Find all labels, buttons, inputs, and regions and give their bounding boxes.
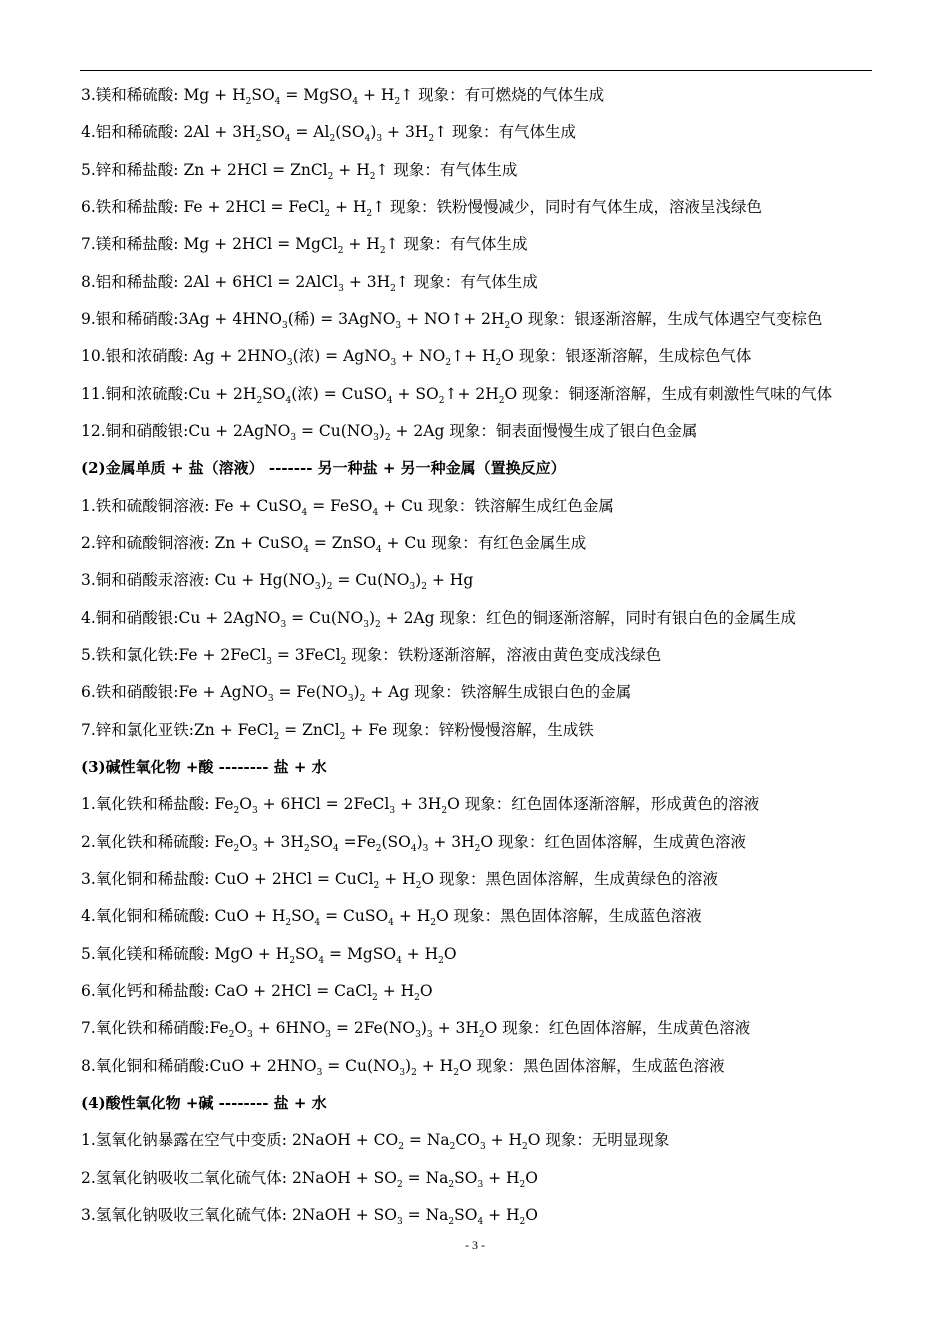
- equation-line: 10.银和浓硝酸: $Ag + 2HNO_3$(浓) = AgNO$_3$ + $NO_2↑+ H_2O$ 现象：银逐渐溶解，生成棕色气体: [81, 347, 752, 368]
- equation-line: 2.氧化铁和稀硫酸: $Fe_2O_3 + 3H_2SO_4 =Fe_2(SO_4)_3 + 3H_2O$ 现象：红色固体溶解，生成黄色溶液: [81, 833, 746, 854]
- equation-line: 6.氧化钙和稀盐酸: CaO + 2HCl = CaCl$_2$ + $H_2O$: [81, 982, 433, 1003]
- section-heading: (3)碱性氧化物 +酸 -------- 盐 + 水: [81, 758, 327, 776]
- equation-line: 1.铁和硫酸铜溶液: Fe + CuSO$_4$ = FeSO$_4$ + Cu 现象：铁溶解生成红色金属: [81, 497, 614, 518]
- section-heading: (4)酸性氧化物 +碱 -------- 盐 + 水: [81, 1094, 327, 1112]
- equation-line: 12.铜和硝酸银:Cu + 2AgNO$_3$ = $Cu(NO_3)_2 + 2Ag$ 现象：铜表面慢慢生成了银白色金属: [81, 422, 698, 443]
- page-number: - 3 -: [465, 1238, 485, 1252]
- equation-line: 5.锌和稀盐酸: Zn + 2HCl = ZnCl$_2$ + $H_2↑$ 现象：有气体生成: [81, 161, 518, 182]
- equation-line: 4.铜和硝酸银:Cu + 2AgNO$_3$ = $Cu(NO_3)_2 + 2Ag$ 现象：红色的铜逐渐溶解，同时有银白色的金属生成: [81, 609, 796, 630]
- equation-line: 7.锌和氯化亚铁:Zn + FeCl$_2$ = ZnCl$_2$ + Fe 现象：锌粉慢慢溶解，生成铁: [81, 721, 594, 742]
- equation-line: 7.氧化铁和稀硝酸$:Fe_2O_3 + 6HNO_3 = 2Fe(NO_3)_3 + 3H_2O$ 现象：红色固体溶解，生成黄色溶液: [81, 1019, 751, 1040]
- header-rule: [80, 70, 872, 71]
- equation-line: 5.铁和氯化铁:Fe + 2FeCl$_3$ = 3FeCl$_2$ 现象：铁粉逐渐溶解，溶液由黄色变成浅绿色: [81, 646, 662, 667]
- equation-line: 4.氧化铜和稀硫酸: CuO + $H_2SO_4$ = CuSO$_4$ + $H_2O$ 现象：黑色固体溶解，生成蓝色溶液: [81, 907, 702, 928]
- equation-line: 5.氧化镁和稀硫酸: MgO + $H_2SO_4$ = MgSO$_4$ + $H_2O$: [81, 945, 457, 966]
- equation-line: 4.铝和稀硫酸: $2Al + 3H_2SO_4 = Al_2(SO_4)_3$ + $3H_2↑$ 现象：有气体生成: [81, 123, 576, 144]
- equation-line: 1.氢氧化钠暴露在空气中变质: 2NaOH + $CO_2 = Na_2CO_3 + H_2O$ 现象：无明显现象: [81, 1131, 670, 1152]
- equation-line: 8.氧化铜和稀硝酸:CuO + $2HNO_3 = Cu(NO_3)_2 + H_2O$ 现象：黑色固体溶解，生成蓝色溶液: [81, 1057, 725, 1078]
- equation-line: 2.氢氧化钠吸收二氧化硫气体: 2NaOH + $SO_2 = Na_2SO_3 + H_2O$: [81, 1169, 538, 1190]
- section-heading: (2)金属单质 + 盐（溶液） ------- 另一种盐 + 另一种金属（置换反应）: [81, 459, 566, 477]
- equation-line: 7.镁和稀盐酸: Mg + 2HCl = MgCl$_2$ + $H_2↑$ 现象：有气体生成: [81, 235, 528, 256]
- equation-line: 3.镁和稀硫酸: $Mg + H_2SO_4$ = MgSO$_4$ + $H_2↑$ 现象：有可燃烧的气体生成: [81, 86, 605, 107]
- equation-line: 3.铜和硝酸汞溶液: $Cu + Hg(NO_3)_2 = Cu(NO_3)_2 + Hg$: [81, 571, 474, 592]
- equation-line: 3.氧化铜和稀盐酸: CuO + 2HCl = CuCl$_2$ + $H_2O$ 现象：黑色固体溶解，生成黄绿色的溶液: [81, 870, 718, 891]
- equation-line: 3.氢氧化钠吸收三氧化硫气体: 2NaOH + $SO_3 = Na_2SO_4 + H_2O$: [81, 1206, 538, 1227]
- equation-line: 2.锌和硫酸铜溶液: Zn + CuSO$_4$ = ZnSO$_4$ + Cu 现象：有红色金属生成: [81, 534, 587, 555]
- equation-line: 6.铁和稀盐酸: Fe + 2HCl = FeCl$_2$ + $H_2↑$ 现象：铁粉慢慢减少，同时有气体生成，溶液呈浅绿色: [81, 198, 763, 219]
- equation-line: 11.铜和浓硫酸:Cu + $2H_2SO_4$(浓) = CuSO$_4$ + $SO_2↑+ 2H_2O$ 现象：铜逐渐溶解，生成有刺激性气味的气体: [81, 385, 833, 406]
- equation-line: 8.铝和稀盐酸: 2Al + 6HCl = 2AlCl$_3$ + $3H_2↑$ 现象：有气体生成: [81, 273, 538, 294]
- equation-line: 6.铁和硝酸银:Fe + AgNO$_3$ = $Fe(NO_3)_2 + Ag$ 现象：铁溶解生成银白色的金属: [81, 683, 632, 704]
- equation-line: 1.氧化铁和稀盐酸: $Fe_2O_3 + 6HCl$ = 2FeCl$_3$ + $3H_2O$ 现象：红色固体逐渐溶解，形成黄色的溶液: [81, 795, 760, 816]
- equation-line: 9.银和稀硝酸:3Ag + $4HNO_3$(稀) = 3AgNO$_3$ + NO↑+ $2H_2O$ 现象：银逐渐溶解，生成气体遇空气变棕色: [81, 310, 823, 331]
